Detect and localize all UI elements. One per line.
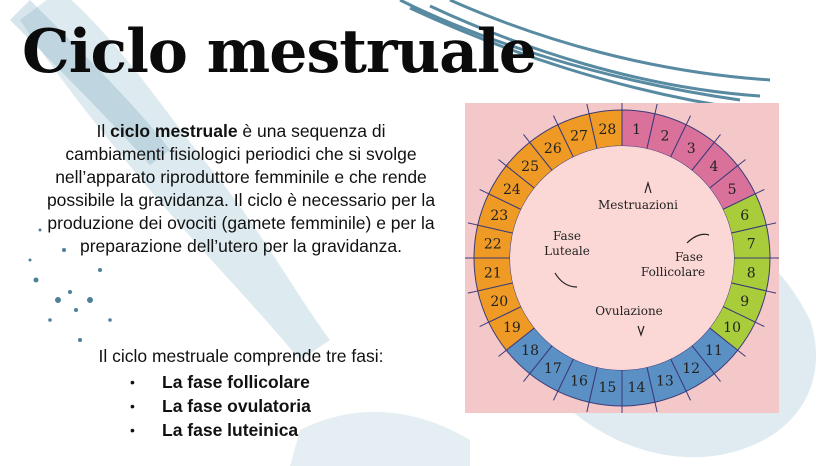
day-label: 20 [490,293,509,310]
phase-label: La fase follicolare [162,372,310,392]
day-label: 26 [543,140,562,157]
intro-paragraph [46,120,436,258]
phase-label: La fase luteinica [162,420,299,440]
day-label: 21 [483,265,502,282]
phase-item [120,394,360,418]
day-label: 27 [570,128,588,145]
day-label: 24 [503,181,521,198]
day-label: 10 [723,320,741,337]
day-label: 5 [727,181,737,198]
label-luteale: Luteale [544,244,590,258]
day-label: 25 [521,159,539,176]
day-label: 3 [686,140,696,157]
day-label: 2 [660,128,670,145]
bullet-icon: • [130,398,135,414]
day-label: 11 [705,342,723,359]
cycle-diagram [465,103,779,413]
day-label: 18 [521,342,539,359]
day-label: 12 [682,361,701,378]
page-title: Ciclo mestruale [22,17,537,87]
day-label: 28 [598,121,617,138]
day-label: 19 [503,320,521,337]
day-label: 16 [570,373,588,390]
phase-item [120,418,360,442]
phase-item [120,370,360,394]
day-label: 17 [543,361,562,378]
label-fase-follicolare: Fase [675,250,703,264]
day-label: 1 [632,121,642,138]
bullet-icon: • [130,422,135,438]
day-label: 22 [483,236,502,253]
day-label: 13 [656,373,674,390]
day-label: 7 [746,236,756,253]
day-label: 15 [598,380,617,397]
day-label: 8 [746,265,756,282]
label-fase-luteale: Fase [553,229,581,243]
intro-bold: ciclo mestruale [110,121,238,141]
intro-before: Il [96,121,111,141]
phases-list [120,370,360,442]
day-label: 6 [740,208,750,225]
label-follicolare: Follicolare [640,265,706,279]
phases-intro: Il ciclo mestruale comprende tre fasi: [98,346,384,366]
day-label: 4 [709,159,719,176]
intro-after: è una sequenza di cambiamenti fisiologici periodici che si svolge nell’apparato riproduttore femminile e che rende possibile la gravidanza. Il ciclo è necessario per la produzione dei ovociti (gamete femminile) e per la preparazione dell’utero per la gravidanza. [46,121,436,256]
label-mestruazioni: Mestruazioni [598,198,678,212]
day-label: 9 [740,293,750,310]
cycle-wheel [465,103,779,413]
label-ovulazione: Ovulazione [595,304,663,318]
day-label: 14 [627,380,646,397]
day-label: 23 [490,208,509,225]
phase-label: La fase ovulatoria [162,396,311,416]
bullet-icon: • [130,374,135,390]
